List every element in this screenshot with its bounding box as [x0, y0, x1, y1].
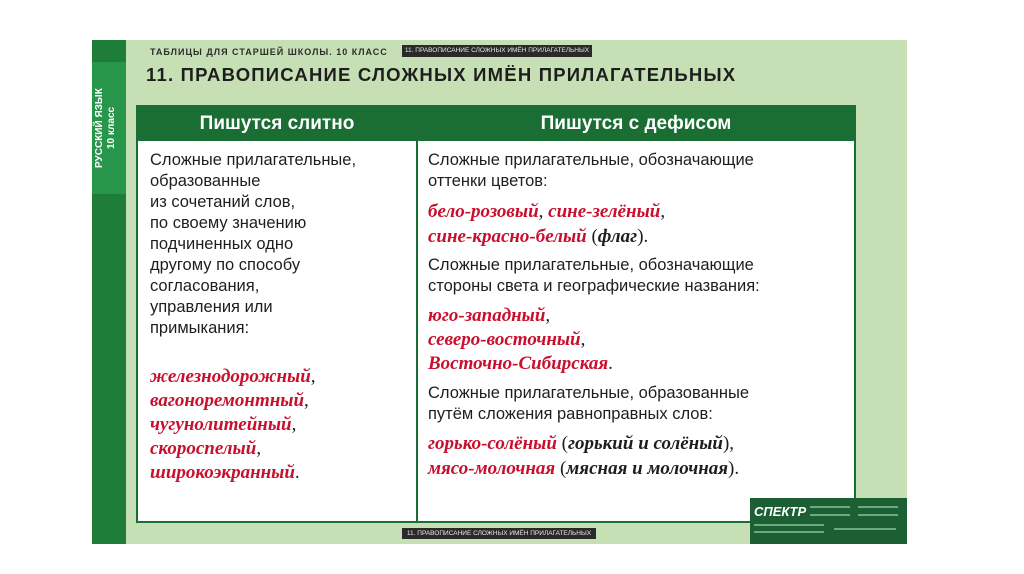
rules-table: [136, 105, 856, 523]
subject-label: РУССКИЙ ЯЗЫК: [94, 88, 105, 168]
logo-fineprint: [754, 524, 824, 526]
rule-line: стороны света и географические названия:: [428, 277, 760, 295]
rule-line: другому по способу: [150, 256, 301, 274]
example-line: мясо-молочная (мясная и молочная).: [428, 458, 740, 479]
publisher-logo: [750, 498, 907, 544]
column-divider: [416, 107, 418, 521]
example-word: чугунолитейный,: [150, 414, 297, 435]
rule-line: согласования,: [150, 277, 260, 295]
poster: [92, 40, 907, 544]
page-title: 11. ПРАВОПИСАНИЕ СЛОЖНЫХ ИМЁН ПРИЛАГАТЕЛЬНЫХ: [146, 64, 737, 85]
logo-fineprint: [810, 514, 850, 516]
rule-line: Сложные прилагательные, образованные: [428, 384, 750, 402]
logo-fineprint: [858, 514, 898, 516]
sidebar-label: [94, 66, 124, 190]
col2-rule-equal: [428, 383, 848, 425]
rule-line: образованные: [150, 172, 261, 190]
header-tab: 11. ПРАВОПИСАНИЕ СЛОЖНЫХ ИМЁН ПРИЛАГАТЕЛЬНЫХ: [402, 45, 592, 57]
rule-line: путём сложения равноправных слов:: [428, 405, 713, 423]
rule-line: Сложные прилагательные, обозначающие: [428, 151, 754, 169]
col2-rule-directions: [428, 255, 848, 297]
col1-rule: [150, 150, 410, 339]
rule-line: Сложные прилагательные, обозначающие: [428, 256, 754, 274]
logo-fineprint: [810, 506, 850, 508]
column-header-together: Пишутся слитно: [199, 113, 355, 134]
rule-line: подчиненных одно: [150, 235, 294, 253]
logo-text: СПЕКТР: [754, 504, 807, 519]
rule-line: управления или: [150, 298, 273, 316]
col2-rule-colors: [428, 150, 848, 192]
rule-line: из сочетаний слов,: [150, 193, 296, 211]
rule-line: по своему значению: [150, 214, 307, 232]
example-word: скороспелый,: [150, 438, 262, 459]
column-header-hyphen: Пишутся с дефисом: [540, 113, 732, 134]
example-word: юго-западный,: [428, 305, 551, 326]
example-line: горько-солёный (горький и солёный),: [428, 433, 735, 454]
rule-line: Сложные прилагательные,: [150, 151, 357, 169]
rule-line: оттенки цветов:: [428, 172, 548, 190]
rule-line: примыкания:: [150, 319, 250, 337]
table-header-row: [138, 107, 854, 141]
example-line: бело-розовый, сине-зелёный,: [428, 201, 666, 222]
logo-fineprint: [834, 528, 896, 530]
example-word: Восточно-Сибирская.: [428, 353, 613, 374]
logo-fineprint: [858, 506, 898, 508]
example-line: сине-красно-белый (флаг).: [428, 226, 649, 247]
example-word: железнодорожный,: [150, 366, 316, 387]
footer-tab: 11. ПРАВОПИСАНИЕ СЛОЖНЫХ ИМЁН ПРИЛАГАТЕЛЬНЫХ: [402, 528, 596, 539]
series-label: ТАБЛИЦЫ ДЛЯ СТАРШЕЙ ШКОЛЫ. 10 КЛАСС: [150, 47, 388, 57]
logo-fineprint: [754, 531, 824, 533]
example-word: северо-восточный,: [428, 329, 586, 350]
grade-label: 10 класс: [106, 106, 117, 150]
example-word: вагоноремонтный,: [150, 390, 309, 411]
sidebar: [92, 40, 126, 544]
example-word: широкоэкранный.: [150, 462, 300, 483]
